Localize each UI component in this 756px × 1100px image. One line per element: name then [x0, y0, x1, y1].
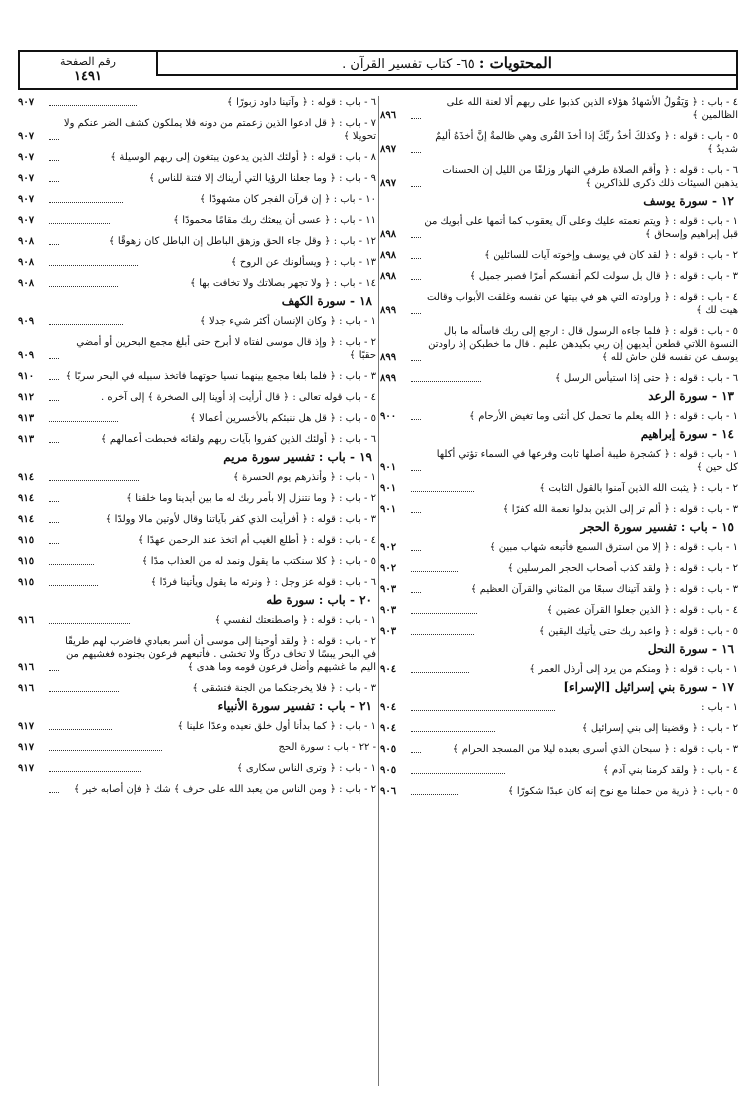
toc-entry-text: ٣ - باب : قوله : ﴿ سبحان الذي أسرى بعبده ليلا من المسجد الحرام ﴾: [452, 744, 738, 755]
surah-heading: ١٣ - سورة الرعد: [648, 389, 734, 403]
header-page-number: ١٤٩١: [74, 69, 102, 84]
toc-entry-page: ٩١٣: [17, 413, 35, 424]
toc-entry-page: ٨٩٩: [380, 352, 397, 363]
toc-entry: [18, 315, 376, 328]
dot-leader: [411, 118, 421, 119]
toc-entry: [18, 235, 376, 248]
toc-entry-page: ٩٠٧: [18, 215, 35, 226]
dot-leader: [49, 400, 59, 401]
dot-leader: [411, 186, 421, 187]
toc-entry: [18, 433, 376, 446]
toc-entry-text: ٥ - باب : قوله : ﴿ فلما جاءه الرسول قال : ارجع إلى ربك فاسأله ما بال النسوة اللاتي قطعن أيديهن إن ربي بكيدهن عليم . قال ما خطبكن إذ راودتن يوسف عن نفسه قلن حاش لله ﴾: [428, 326, 738, 363]
column-divider: [378, 96, 379, 1086]
toc-entry-text: ٣ - باب : قوله : ﴿ قال بل سولت لكم أنفسكم أمرًا فصبر جميل ﴾: [469, 271, 738, 282]
dot-leader: [411, 773, 505, 774]
toc-entry: [380, 604, 738, 617]
toc-entry-text: ١ - باب : ﴿ وترى الناس سكارى ﴾: [236, 763, 376, 774]
dot-leader: [411, 279, 421, 280]
dot-leader: [49, 160, 59, 161]
toc-entry-page: ٩١٢: [18, 392, 35, 403]
toc-entry-page: ٨٩٨: [380, 250, 397, 261]
toc-entry-page: ٩٠٤: [380, 702, 397, 713]
toc-entry: [18, 682, 376, 695]
toc-entry-page: ٩٠٩: [18, 350, 35, 361]
dot-leader: [411, 752, 421, 753]
toc-entry-page: ٩٠٧: [18, 173, 35, 184]
dot-leader: [411, 672, 469, 673]
toc-entry: [18, 513, 376, 526]
toc-entry: [18, 214, 376, 227]
toc-entry: [380, 130, 738, 156]
toc-entry-text: ٤ - باب : ﴿ ولقد كرمنا بني آدم ﴾: [602, 765, 738, 776]
toc-entry: [18, 336, 376, 362]
toc-entry-text: ١١ - باب : ﴿ عسى أن يبعثك ربك مقامًا محمودًا ﴾: [173, 215, 376, 226]
toc-entry: [380, 663, 738, 676]
toc-entry-text: ٦ - باب : قوله : ﴿ حتى إذا استيأس الرسل ﴾: [554, 373, 738, 384]
toc-entry: [380, 215, 738, 241]
toc-entry-text: ٢ - باب : ﴿ يثبت الله الذين آمنوا بالقول الثابت ﴾: [539, 483, 738, 494]
toc-entry: [18, 576, 376, 589]
toc-entry-text: ٤ - باب : ﴿ وَيَقُولُ الأشهادُ هؤلاء الذين كذبوا على ربهم ألا لعنة الله على الظالمين ﴾: [446, 97, 738, 121]
toc-entry-text: ٥ - باب : قوله : ﴿ وكذلكَ أخذُ ربِّكَ إذا أخذَ القُرى وهي ظالمةٌ إنَّ أخذَهُ أليمٌ شديدٌ ﴾: [435, 131, 738, 155]
toc-entry-page: ٩٠١: [380, 462, 397, 473]
toc-entry-text: ٣ - باب : قوله : ﴿ ولقد آتيناك سبعًا من المثاني والقرآن العظيم ﴾: [470, 584, 738, 595]
toc-entry-page: ٩٠٧: [18, 131, 35, 142]
toc-entry-page: ٩٠٧: [18, 97, 35, 108]
header-title-rest: ٦٥- كتاب تفسير القرآن .: [342, 57, 475, 72]
toc-entry: [18, 492, 376, 505]
toc-entry-page: ٩١٦: [17, 683, 35, 694]
dot-leader: [411, 550, 421, 551]
dot-leader: [49, 324, 123, 325]
toc-entry-text: ٦ - باب : قوله : ﴿ وآتينا داود زبورًا ﴾: [227, 97, 376, 108]
dot-leader: [411, 794, 458, 795]
toc-entry: [380, 541, 738, 554]
dot-leader: [49, 358, 59, 359]
toc-entry-page: ٩١٤: [17, 472, 35, 483]
toc-entry-page: ٩٠٧: [18, 194, 35, 205]
toc-entry-text: ٢ - باب : ﴿ وإذ قال موسى لفتاه لا أبرح حتى أبلغ مجمع البحرين أو أمضي حقبًا ﴾: [76, 337, 376, 361]
toc-entry: [380, 722, 738, 735]
dot-leader: [49, 244, 59, 245]
dot-leader: [49, 379, 59, 380]
dot-leader: [411, 360, 421, 361]
toc-entry-text: ٢ - باب : قوله : ﴿ ولقد أوحينا إلى موسى أن أسر بعبادي فاضرب لهم طريقًا في البحر يبسًا لا تخاف دركًا ولا تخشى . فأتبعهم فرعون بجنوده فغشيهم من اليم ما غشيهم وأضل فرعون قومه وما هدى ﴾: [65, 636, 376, 673]
toc-entry-page: ٩٠١: [380, 483, 397, 494]
toc-entry-page: ٩٠٦: [379, 786, 397, 797]
dot-leader: [49, 543, 59, 544]
toc-left-column: [18, 96, 376, 804]
toc-entry: [18, 555, 376, 568]
page-header: [18, 50, 738, 90]
dot-leader: [49, 623, 130, 624]
toc-entry: [18, 534, 376, 547]
toc-entry-page: ٩٠٤: [379, 664, 397, 675]
surah-heading: ٢١ - باب : تفسير سورة الأنبياء: [217, 699, 372, 713]
toc-entry-text: ٤ - باب قوله تعالى : ﴿ قال أرأيت إذ أوينا إلى الصخرة ﴾ إلى آخره .: [100, 392, 376, 403]
header-page-label: رقم الصفحة: [60, 55, 116, 68]
toc-entry-text: ١٠ - باب : ﴿ إن قرآن الفجر كان مشهودًا ﴾: [199, 194, 376, 205]
toc-entry: [18, 370, 376, 383]
toc-entry-page: ٩١٧: [18, 721, 35, 732]
toc-entry-page: ٩١٦: [18, 662, 35, 673]
toc-entry: [380, 583, 738, 596]
header-title-bold: المحتويات :: [478, 54, 552, 72]
toc-entry: [380, 785, 738, 798]
toc-entry-page: ٩١٥: [17, 577, 35, 588]
toc-entry-page: ٩٠٩: [18, 316, 35, 327]
dot-leader: [49, 442, 59, 443]
toc-entry: [380, 96, 738, 122]
toc-entry-page: ٩١٥: [18, 556, 35, 567]
header-page-box: [20, 52, 156, 90]
dot-leader: [49, 771, 141, 772]
toc-entry-page: ٩٠٨: [18, 236, 35, 247]
dot-leader: [49, 792, 59, 793]
toc-entry: [18, 720, 376, 733]
toc-entry-text: ١٤ - باب : ﴿ ولا تجهر بصلاتك ولا تخافت بها ﴾: [190, 278, 376, 289]
dot-leader: [411, 313, 421, 314]
dot-leader: [49, 670, 59, 671]
dot-leader: [411, 634, 474, 635]
toc-entry: [380, 701, 738, 714]
surah-heading: ١٤ - سورة إبراهيم: [640, 427, 734, 441]
surah-heading: ١٦ - سورة النحل: [647, 642, 734, 656]
toc-entry-text: ٣ - باب : قوله : ﴿ ألم تر إلى الذين بدلوا نعمة الله كفرًا ﴾: [502, 504, 738, 515]
dot-leader: [411, 419, 421, 420]
toc-entry: [380, 764, 738, 777]
toc-entry-text: ١ - باب :: [701, 702, 738, 713]
dot-leader: [411, 152, 421, 153]
dot-leader: [49, 265, 138, 266]
surah-heading: ١٨ - سورة الكهف: [281, 294, 372, 308]
toc-entry: [18, 172, 376, 185]
toc-entry-text: ٣ - باب : ﴿ فلما بلغا مجمع بينهما نسيا حوتهما فاتخذ سبيله في البحر سربًا ﴾: [65, 371, 376, 382]
dot-leader: [49, 501, 59, 502]
dot-leader: [411, 470, 421, 471]
dot-leader: [411, 237, 421, 238]
toc-entry-page: ٩١٤: [18, 514, 35, 525]
toc-entry-page: ٩١٥: [18, 535, 35, 546]
toc-entry-page: ٨٩٧: [380, 144, 397, 155]
surah-heading: ١٢ - سورة يوسف: [643, 194, 734, 208]
dot-leader: [411, 258, 421, 259]
dot-leader: [411, 731, 495, 732]
toc-right-column: [380, 96, 738, 806]
toc-entry-page: ٨٩٨: [380, 229, 397, 240]
toc-entry-text: ١ - باب : قوله : ﴿ ومنكم من يرد إلى أرذل العمر ﴾: [529, 664, 738, 675]
dot-leader: [411, 613, 477, 614]
toc-entry-page: ٨٩٩: [380, 373, 397, 384]
toc-entry-page: ٩١٧: [17, 742, 35, 753]
toc-entry-text: ١ - باب : قوله : ﴿ واصطنعتك لنفسي ﴾: [214, 615, 376, 626]
toc-entry: [18, 471, 376, 484]
surah-heading: ٢٠ - باب : سورة طه: [266, 593, 372, 607]
toc-entry-text: ٤ - باب : قوله : ﴿ أطلع الغيب أم اتخذ عند الرحمن عهدًا ﴾: [137, 535, 376, 546]
toc-entry-text: ٢ - باب : ﴿ ومن الناس من يعبد الله على حرف ﴾ شك ﴿ فإن أصابه خير ﴾: [73, 784, 376, 795]
toc-entry-text: ٢ - باب : ﴿ وما نتنزل إلا بأمر ربك له ما بين أيدينا وما خلفنا ﴾: [126, 493, 376, 504]
toc-entry-text: ٦ - باب : قوله عز وجل : ﴿ ونرثه ما يقول ويأتينا فردًا ﴾: [150, 577, 376, 588]
toc-entry: [18, 117, 376, 143]
toc-entry: [380, 503, 738, 516]
toc-entry-page: ٩١٦: [17, 615, 35, 626]
toc-entry-page: ٩٠٨: [17, 278, 35, 289]
toc-entry-page: ٩٠٨: [17, 257, 35, 268]
toc-entry: [380, 325, 738, 364]
toc-entry-text: ١ - باب : قوله : ﴿ كشجرة طيبة أصلها ثابت وفرعها في السماء تؤتي أكلها كل حين ﴾: [436, 449, 738, 473]
toc-entry-text: ٥ - باب : ﴿ كلا سنكتب ما يقول ونمد له من العذاب مدًا ﴾: [141, 556, 376, 567]
toc-entry-text: ١ - باب : قوله : ﴿ إلا من استرق السمع فأتبعه شهاب مبين ﴾: [489, 542, 738, 553]
toc-entry: [18, 783, 376, 796]
toc-entry-page: ٩١٧: [18, 763, 35, 774]
dot-leader: [49, 181, 59, 182]
dot-leader: [49, 202, 123, 203]
header-title: [156, 52, 736, 76]
toc-entry-text: ٢ - باب : قوله : ﴿ لقد كان في يوسف وإخوته آيات للسائلين ﴾: [484, 250, 738, 261]
dot-leader: [49, 286, 118, 287]
dot-leader: [411, 592, 421, 593]
dot-leader: [49, 564, 94, 565]
dot-leader: [49, 105, 137, 106]
toc-entry-text: ٦ - باب : ﴿ أولئك الذين كفروا بآيات ربهم ولقائه فحبطت أعمالهم ﴾: [100, 434, 376, 445]
toc-entry-text: ٢ - باب : قوله : ﴿ ولقد كذب أصحاب الحجر المرسلين ﴾: [507, 563, 738, 574]
dot-leader: [49, 729, 112, 730]
toc-entry-page: ٩١٣: [18, 434, 35, 445]
toc-entry-page: ٩٠٢: [379, 563, 397, 574]
surah-heading: ١٧ - سورة بني إسرائيل [الإسراء]: [563, 680, 734, 694]
toc-entry: [18, 256, 376, 269]
toc-entry: [380, 291, 738, 317]
toc-entry-text: ١ - باب : قوله : ﴿ ويتم نعمته عليك وعلى آل يعقوب كما أتمها على أبويك من قبل إبراهيم وإسحاق ﴾: [424, 216, 738, 240]
surah-heading: ١٥ - باب : تفسير سورة الحجر: [580, 520, 734, 534]
toc-entry: [18, 151, 376, 164]
toc-entry-text: ١ - باب : ﴿ وكان الإنسان أكثر شيء جدلا ﴾: [199, 316, 376, 327]
toc-entry-text: ١ - باب : قوله : ﴿ الله يعلم ما تحمل كل أنثى وما تغيض الأرحام ﴾: [469, 411, 738, 422]
toc-entry: [18, 635, 376, 674]
dot-leader: [49, 750, 162, 751]
toc-entry: [18, 614, 376, 627]
toc-entry-page: ٩٠٤: [380, 723, 397, 734]
toc-entry-text: ١٢ - باب : ﴿ وقل جاء الحق وزهق الباطل إن الباطل كان زهوقًا ﴾: [108, 236, 376, 247]
toc-entry: [380, 270, 738, 283]
toc-entry-text: ٥ - باب : قوله : ﴿ واعبد ربك حتى يأتيك اليقين ﴾: [539, 626, 738, 637]
toc-entry: [380, 482, 738, 495]
toc-entry-page: ٨٩٦: [380, 110, 397, 121]
toc-entry-text: ٣ - باب : قوله : ﴿ أفرأيت الذي كفر بآياتنا وقال لأوتين مالا وولدًا ﴾: [105, 514, 376, 525]
toc-entry-text: ٩ - باب : ﴿ وما جعلنا الرؤيا التي أريناك إلا فتنة للناس ﴾: [148, 173, 376, 184]
toc-entry: [18, 277, 376, 290]
toc-entry-page: ٩٠٥: [379, 765, 397, 776]
toc-entry-text: ٣ - باب : ﴿ فلا يخرجنكما من الجنة فتشقى ﴾: [192, 683, 376, 694]
toc-entry-text: ٥ - باب : ﴿ قل هل ننبئكم بالأخسرين أعمالا ﴾: [190, 413, 376, 424]
toc-entry-page: ٩٠٢: [380, 542, 397, 553]
toc-entry: [18, 762, 376, 775]
toc-entry-page: ٨٩٧: [380, 178, 397, 189]
toc-entry-text: ٦ - باب : قوله : ﴿ وأقم الصلاة طرفي النهار وزلفًا من الليل إن الحسنات يذهبن السيئات ذلك ذكرى للذاكرين ﴾: [442, 165, 738, 189]
toc-entry: [380, 249, 738, 262]
toc-entry-text: ٨ - باب : قوله : ﴿ أولئك الذين يدعون يبتغون إلى ربهم الوسيلة ﴾: [110, 152, 376, 163]
dot-leader: [49, 522, 59, 523]
toc-entry-text: - ٢٢ - باب : سورة الحج: [278, 742, 376, 753]
toc-entry-text: ٥ - باب : ﴿ ذرية من حملنا مع نوح إنه كان عبدًا شكورًا ﴾: [507, 786, 738, 797]
dot-leader: [411, 710, 555, 711]
toc-entry: [380, 372, 738, 385]
toc-entry-page: ٩١٠: [18, 371, 35, 382]
toc-entry-page: ٩٠٥: [380, 744, 397, 755]
dot-leader: [411, 571, 458, 572]
toc-entry-page: ٩٠٣: [380, 605, 397, 616]
dot-leader: [49, 223, 110, 224]
dot-leader: [411, 491, 474, 492]
toc-entry: [18, 96, 376, 109]
dot-leader: [411, 512, 421, 513]
toc-entry-page: ٩١٤: [18, 493, 35, 504]
toc-entry: [380, 448, 738, 474]
toc-entry-page: ٩٠٣: [380, 584, 397, 595]
toc-entry-text: ٤ - باب : قوله : ﴿ الذين جعلوا القرآن عضين ﴾: [546, 605, 738, 616]
toc-entry-page: ٩٠٠: [380, 411, 397, 422]
toc-entry-page: ٨٩٩: [380, 305, 397, 316]
toc-entry: [380, 410, 738, 423]
toc-entry: [18, 391, 376, 404]
toc-entry-page: ٩٠٧: [18, 152, 35, 163]
toc-entry-text: ١ - باب : ﴿ كما بدأنا أول خلق نعيده وعدًا علينا ﴾: [177, 721, 376, 732]
toc-entry: [18, 412, 376, 425]
surah-heading: ١٩ - باب : تفسير سورة مريم: [223, 450, 372, 464]
toc-entry: [18, 193, 376, 206]
toc-entry-text: ٧ - باب : ﴿ قل ادعوا الذين زعمتم من دونه فلا يملكون كشف الضر عنكم ولا تحويلا ﴾: [63, 118, 376, 142]
toc-entry-page: ٩٠٣: [380, 626, 397, 637]
toc-entry: [380, 562, 738, 575]
toc-entry: [380, 743, 738, 756]
dot-leader: [49, 421, 118, 422]
toc-entry: [18, 741, 376, 754]
toc-entry-page: ٨٩٨: [380, 271, 397, 282]
toc-entry-page: ٩٠١: [380, 504, 397, 515]
toc-entry-text: ٢ - باب : ﴿ وقضينا إلى بني إسرائيل ﴾: [581, 723, 738, 734]
dot-leader: [49, 691, 119, 692]
toc-entry-text: ١ - باب : ﴿ وأنذرهم يوم الحسرة ﴾: [232, 472, 376, 483]
toc-entry: [380, 625, 738, 638]
toc-entry: [380, 164, 738, 190]
toc-entry-text: ٤ - باب : قوله : ﴿ وراودته التي هو في بيتها عن نفسه وغلقت الأبواب وقالت هيت لك ﴾: [427, 292, 738, 316]
dot-leader: [49, 585, 98, 586]
dot-leader: [49, 139, 59, 140]
dot-leader: [411, 381, 481, 382]
dot-leader: [49, 480, 140, 481]
header-blank-bar: [156, 76, 736, 88]
toc-entry-text: ١٣ - باب : ﴿ ويسألونك عن الروح ﴾: [230, 257, 376, 268]
